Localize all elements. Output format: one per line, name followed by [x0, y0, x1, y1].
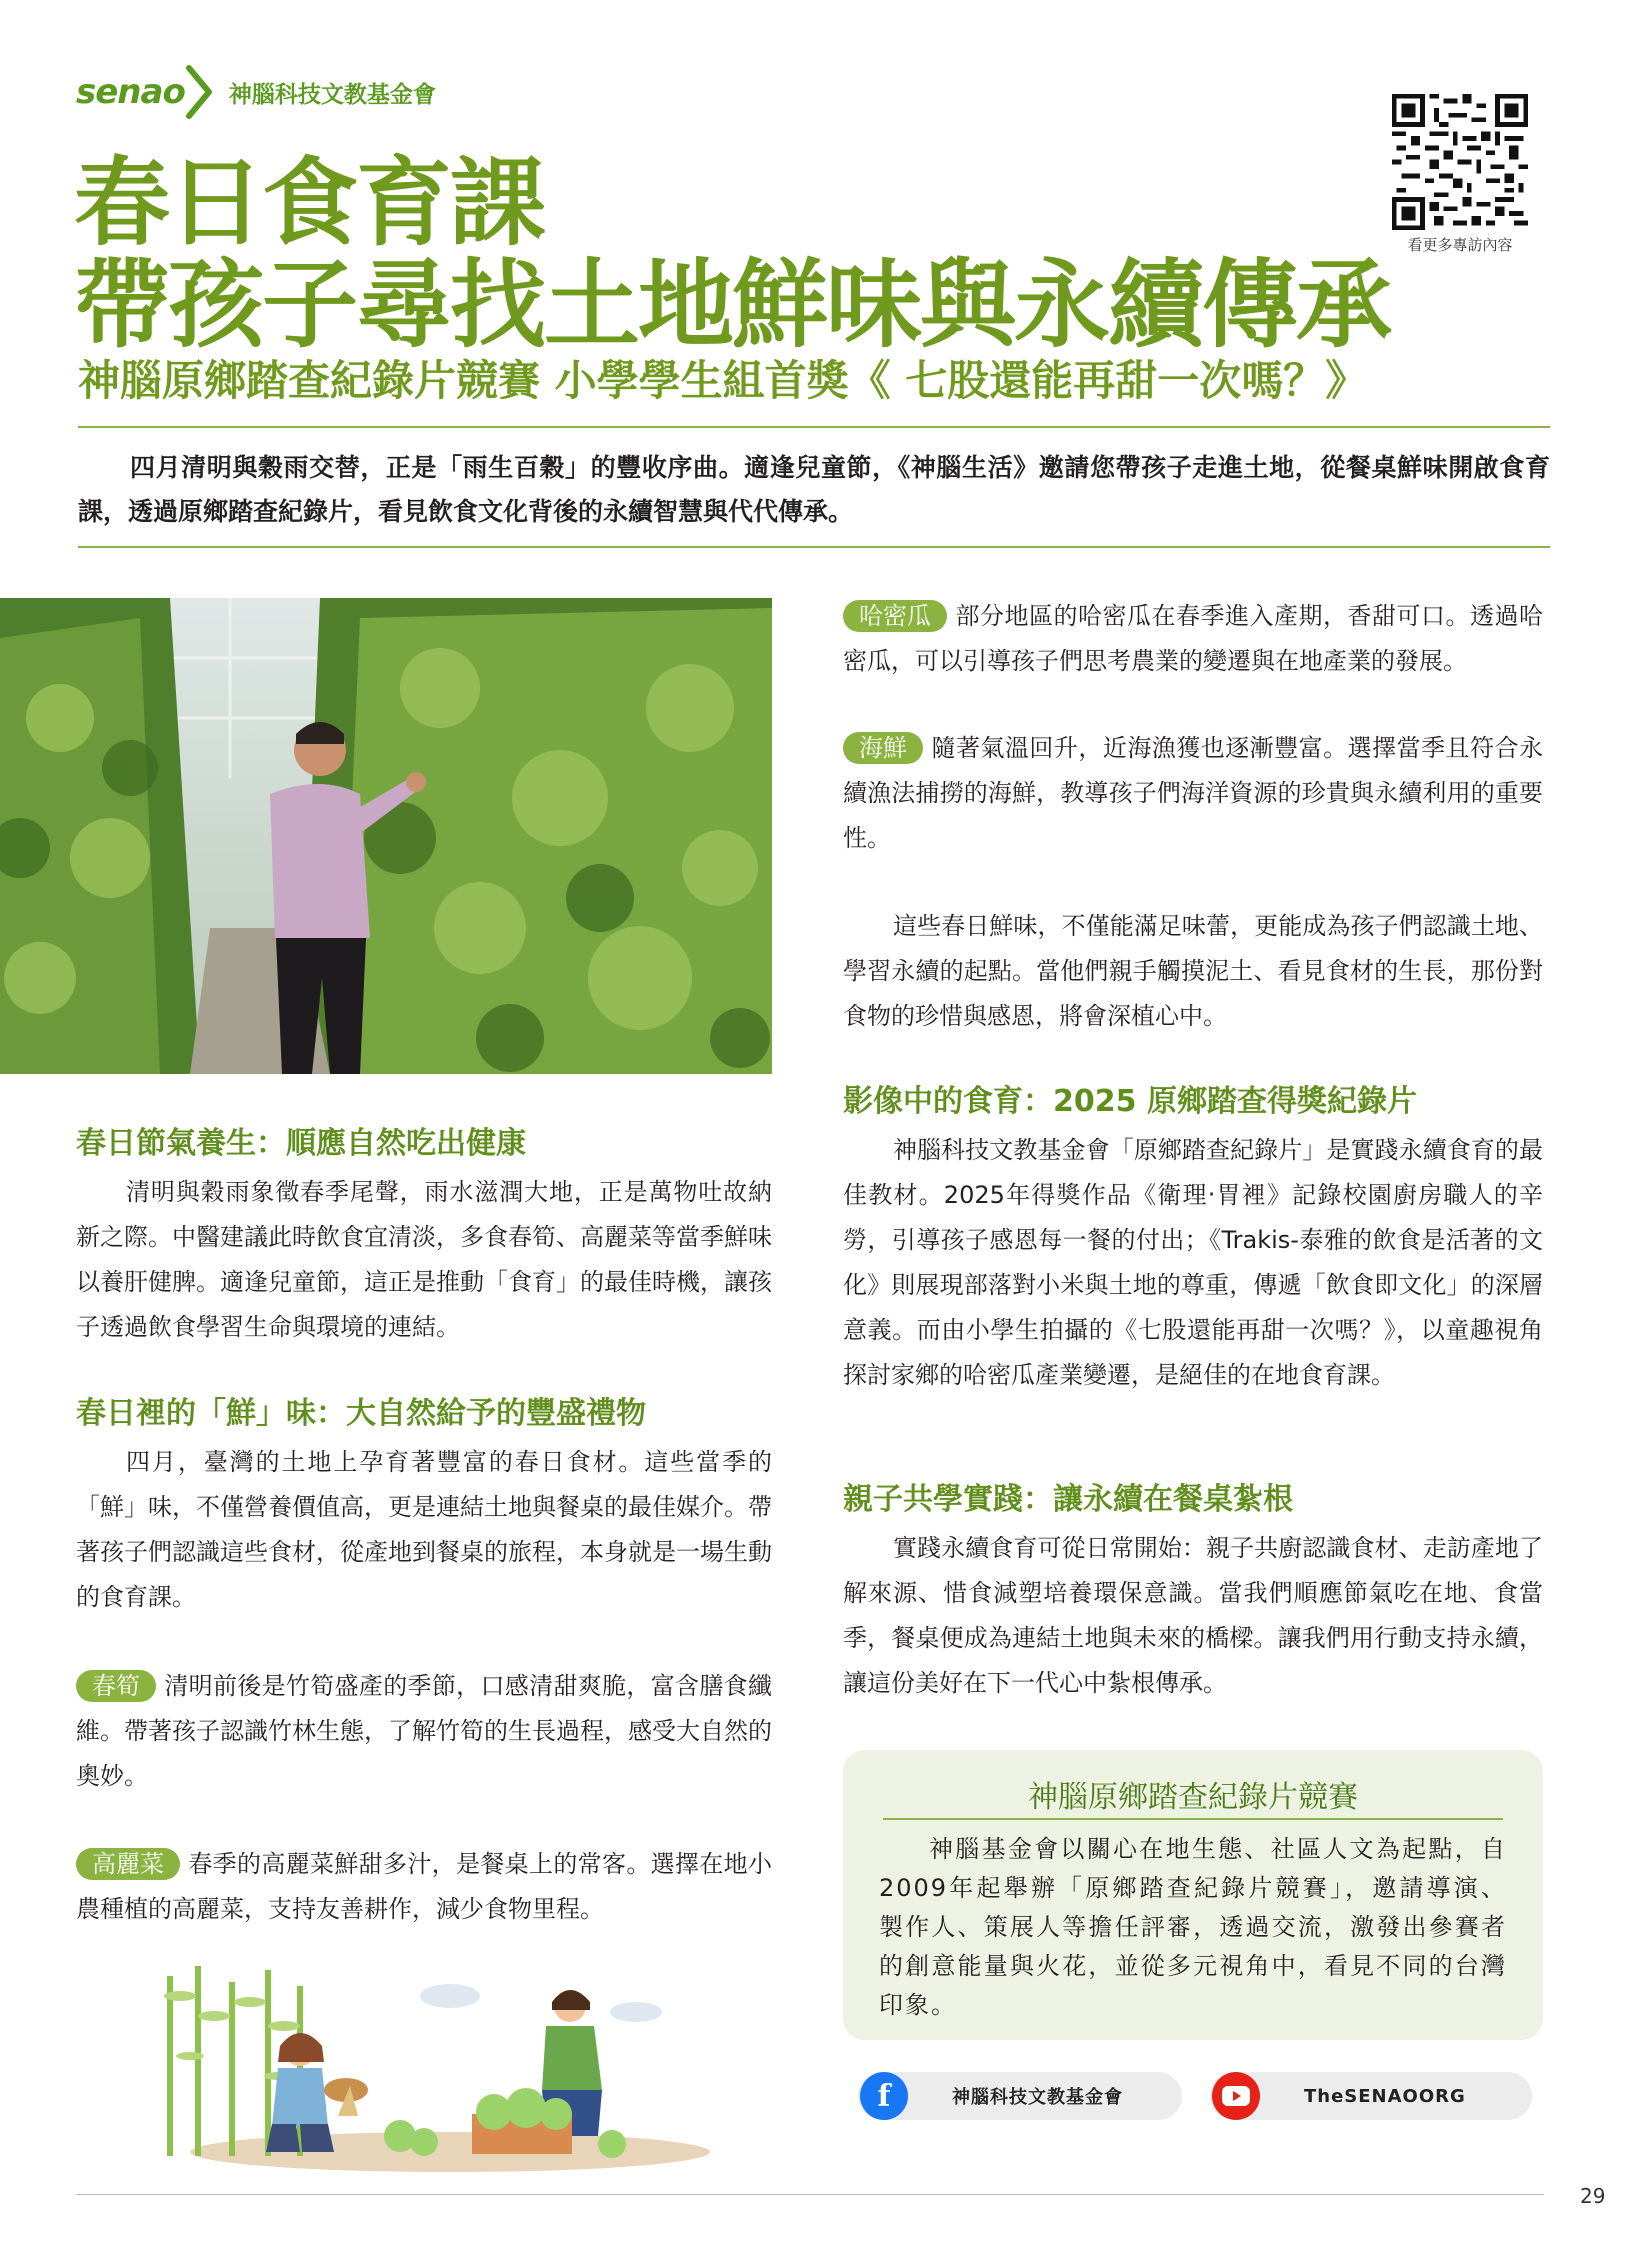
info-box-rule	[883, 1818, 1503, 1820]
logo-chevron-icon	[183, 64, 215, 120]
subtitle: 神腦原鄉踏查紀錄片競賽 小學學生組首獎《 七股還能再甜一次嗎？》	[78, 356, 1368, 405]
facebook-icon: f	[860, 2072, 908, 2120]
item-cabbage-text: 春季的高麗菜鮮甜多汁，是餐桌上的常客。選擇在地小農種植的高麗菜，支持友善耕作，減少食物里程。	[76, 1850, 772, 1923]
spring-fresh-conclusion: 這些春日鮮味，不僅能滿足味蕾，更能成為孩子們認識土地、學習永續的起點。當他們親手觸摸泥土、看見食材的生長，那份對食物的珍惜與感恩，將會深植心中。	[843, 912, 1543, 1030]
tag-seafood: 海鮮	[843, 732, 923, 764]
competition-info-box	[843, 1750, 1543, 2040]
senao-logo	[76, 62, 436, 122]
facebook-link[interactable]	[858, 2072, 1182, 2120]
item-cabbage	[76, 1842, 772, 1932]
tag-cabbage: 高麗菜	[76, 1848, 180, 1880]
facebook-label: 神腦科技文教基金會	[952, 2087, 1123, 2108]
qr-code-icon[interactable]	[1392, 94, 1528, 230]
section-text-parent-child: 實踐永續食育可從日常開始：親子共廚認識食材、走訪產地了解來源、惜食減塑培養環保意識。當我們順應節氣吃在地、食當季，餐桌便成為連結土地與未來的橋樑。讓我們用行動支持永續，讓這份美好在下一代心中紮根傳承。	[843, 1534, 1543, 1697]
item-cantaloupe-text: 部分地區的哈密瓜在春季進入產期，香甜可口。透過哈密瓜，可以引導孩子們思考農業的變遷與在地產業的發展。	[843, 602, 1543, 675]
tag-cantaloupe: 哈密瓜	[843, 600, 947, 632]
section-heading-documentary: 影像中的食育：2025 原鄉踏查得獎紀錄片	[843, 1084, 1417, 1119]
item-bamboo-shoot	[76, 1664, 772, 1799]
main-title-line2: 帶孩子尋找土地鮮味與永續傳承	[74, 248, 1390, 361]
youtube-icon	[1212, 2072, 1260, 2120]
page-number: 29	[1580, 2184, 1606, 2208]
family-farming-illustration	[150, 1966, 710, 2176]
tag-bamboo-shoot: 春筍	[76, 1670, 156, 1702]
info-box-title: 神腦原鄉踏查紀錄片競賽	[1028, 1780, 1358, 1815]
section-text-documentary: 神腦科技文教基金會「原鄉踏查紀錄片」是實踐永續食育的最佳教材。2025年得獎作品《衛理‧胃裡》記錄校園廚房職人的辛勞，引導孩子感恩每一餐的付出；《Trakis-泰雅的飲食是活著的文化》則展現部落對小米與土地的尊重，傳遞「飲食即文化」的深層意義。而由小學生拍攝的《七股還能再甜一次嗎？》，以童趣視角探討家鄉的哈密瓜產業變遷，是絕佳的在地食育課。	[843, 1136, 1543, 1389]
greenhouse-photo	[0, 598, 772, 1074]
item-bamboo-shoot-text: 清明前後是竹筍盛產的季節，口感清甜爽脆，富含膳食纖維。帶著孩子認識竹林生態，了解竹筍的生長過程，感受大自然的奧妙。	[76, 1672, 772, 1790]
youtube-label: TheSENAOORG	[1304, 2085, 1466, 2107]
item-seafood-text: 隨著氣溫回升，近海漁獲也逐漸豐富。選擇當季且符合永續漁法捕撈的海鮮，教導孩子們海洋資源的珍貴與永續利用的重要性。	[843, 734, 1543, 852]
intro-bottom-rule	[78, 546, 1550, 548]
section-heading-parent-child: 親子共學實踐：讓永續在餐桌紮根	[843, 1482, 1293, 1517]
section-heading-spring-fresh: 春日裡的「鮮」味：大自然給予的豐盛禮物	[76, 1396, 646, 1431]
logo-org-name: 神腦科技文教基金會	[228, 81, 436, 108]
footer-rule	[76, 2194, 1544, 2195]
info-box-text: 神腦基金會以關心在地生態、社區人文為起點，自2009年起舉辦「原鄉踏查紀錄片競賽」，邀請導演、製作人、策展人等擔任評審，透過交流，激發出參賽者的創意能量與火花，並從多元視角中，看見不同的台灣印象。	[879, 1835, 1507, 2019]
section-text-seasonal-health: 清明與穀雨象徵春季尾聲，雨水滋潤大地，正是萬物吐故納新之際。中醫建議此時飲食宜清淡，多食春筍、高麗菜等當季鮮味以養肝健脾。適逢兒童節，這正是推動「食育」的最佳時機，讓孩子透過飲食學習生命與環境的連結。	[76, 1178, 772, 1341]
intro-paragraph: 四月清明與穀雨交替，正是「雨生百穀」的豐收序曲。適逢兒童節，《神腦生活》邀請您帶孩子走進土地，從餐桌鮮味開啟食育課，透過原鄉踏查紀錄片，看見飲食文化背後的永續智慧與代代傳承。	[78, 453, 1550, 526]
youtube-play-icon	[1222, 2086, 1250, 2106]
section-text-spring-fresh: 四月，臺灣的土地上孕育著豐富的春日食材。這些當季的「鮮」味，不僅營養價值高，更是連結土地與餐桌的最佳媒介。帶著孩子們認識這些食材，從產地到餐桌的旅程，本身就是一場生動的食育課。	[76, 1448, 772, 1611]
section-heading-seasonal-health: 春日節氣養生：順應自然吃出健康	[76, 1126, 526, 1161]
qr-caption: 看更多專訪內容	[1407, 236, 1513, 254]
main-title-line1: 春日食育課	[74, 146, 544, 259]
youtube-link[interactable]	[1210, 2072, 1532, 2120]
item-cantaloupe	[843, 594, 1543, 684]
intro-top-rule	[78, 426, 1550, 428]
logo-wordmark: senao	[76, 72, 185, 112]
item-seafood	[843, 726, 1543, 861]
